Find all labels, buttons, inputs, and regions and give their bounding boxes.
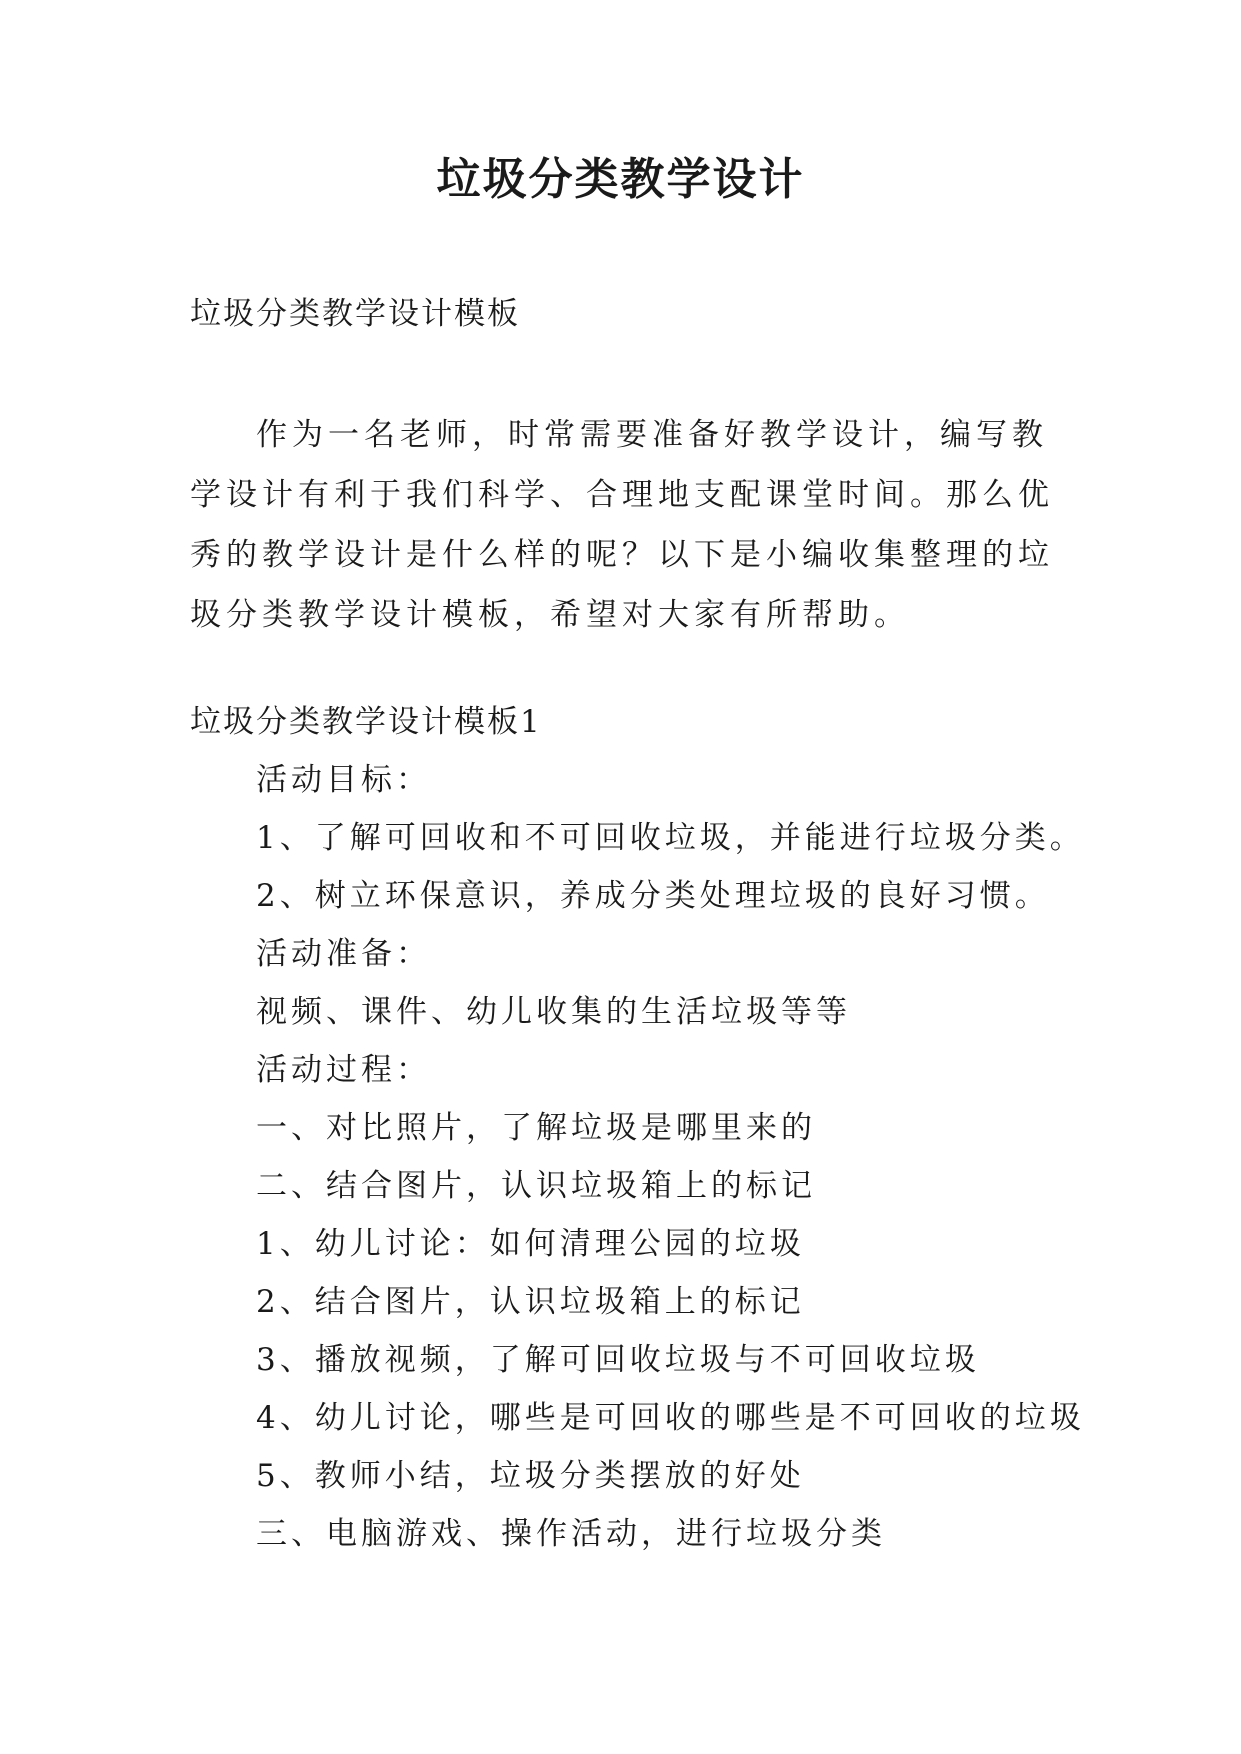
text-line: 二、结合图片，认识垃圾箱上的标记 — [256, 1168, 816, 1204]
text-line: 4、幼儿讨论，哪些是可回收的哪些是不可回收的垃圾 — [256, 1400, 1085, 1436]
text-line: 5、教师小结，垃圾分类摆放的好处 — [256, 1458, 805, 1494]
text-line: 活动目标： — [256, 762, 431, 798]
text-line: 1、幼儿讨论：如何清理公园的垃圾 — [256, 1226, 805, 1262]
section-heading: 垃圾分类教学设计模板1 — [190, 704, 542, 740]
document-title: 垃圾分类教学设计 — [436, 154, 805, 205]
text-line: 一、对比照片，了解垃圾是哪里来的 — [256, 1110, 816, 1146]
document-subtitle: 垃圾分类教学设计模板 — [190, 296, 520, 332]
activity-lines — [256, 758, 1085, 1570]
text-line: 活动过程： — [256, 1052, 431, 1088]
intro-paragraph: 作为一名老师，时常需要准备好教学设计，编写教学设计有利于我们科学、合理地支配课堂时间。那么优秀的教学设计是什么样的呢？以下是小编收集整理的垃圾分类教学设计模板，希望对大家有所帮助。 — [190, 417, 1054, 633]
text-line: 视频、课件、幼儿收集的生活垃圾等等 — [256, 994, 851, 1030]
text-line: 1、了解可回收和不可回收垃圾，并能进行垃圾分类。 — [256, 820, 1085, 856]
text-line: 活动准备： — [256, 936, 431, 972]
text-line: 2、树立环保意识，养成分类处理垃圾的良好习惯。 — [256, 878, 1050, 914]
text-line: 三、电脑游戏、操作活动，进行垃圾分类 — [256, 1516, 886, 1552]
text-line: 2、结合图片，认识垃圾箱上的标记 — [256, 1284, 805, 1320]
text-line: 3、播放视频，了解可回收垃圾与不可回收垃圾 — [256, 1342, 980, 1378]
